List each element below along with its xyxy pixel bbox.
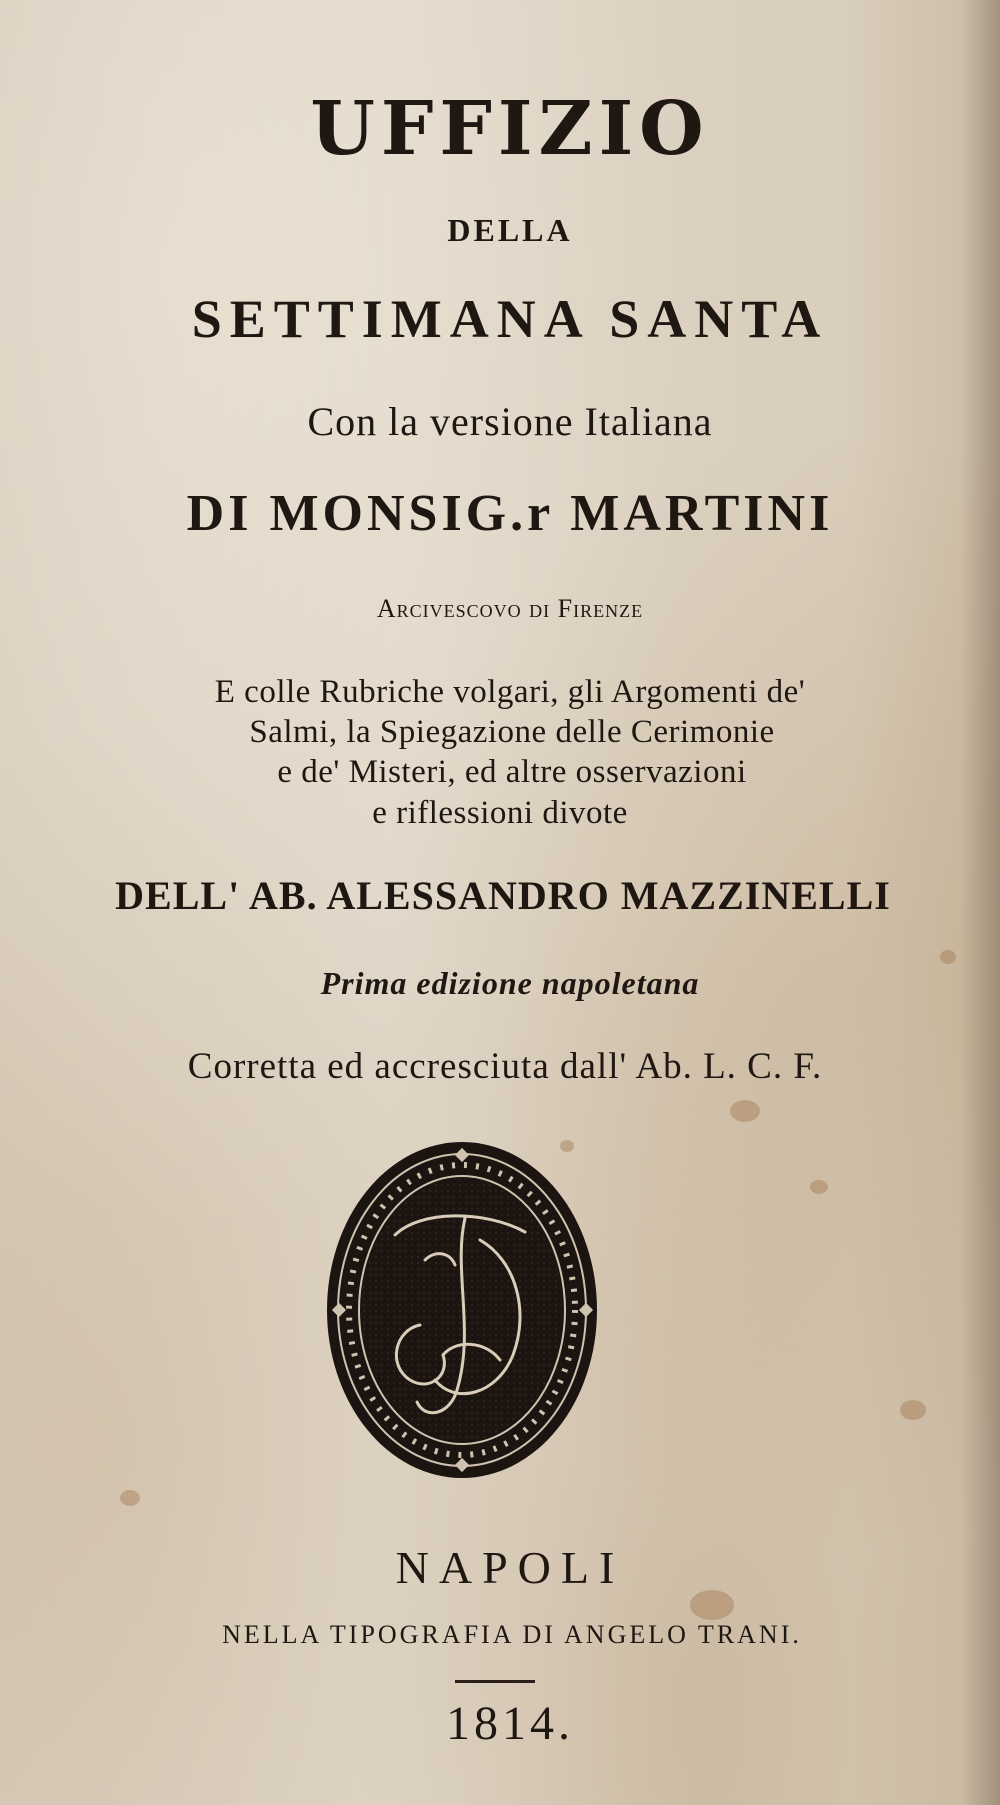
foxing-spot xyxy=(940,950,956,964)
translator-name: DI MONSIG.r MARTINI xyxy=(186,485,834,542)
author-name: DELL' AB. ALESSANDRO MAZZINELLI xyxy=(115,873,891,918)
page-edge-shadow xyxy=(960,0,1000,1805)
monogram-seal-icon xyxy=(325,1140,600,1480)
foxing-spot xyxy=(900,1400,926,1420)
translator-role: Arcivescovo di Firenze xyxy=(376,594,644,623)
edition-note: Prima edizione napoletana xyxy=(320,965,700,1001)
foxing-spot xyxy=(690,1590,734,1620)
imprint-printer: NELLA TIPOGRAFIA DI ANGELO TRANI. xyxy=(222,1620,802,1649)
description-line: e riflessioni divote xyxy=(372,795,628,831)
book-subtitle: SETTIMANA SANTA xyxy=(191,289,829,349)
book-title: UFFIZIO xyxy=(310,86,710,172)
foxing-spot xyxy=(730,1100,760,1122)
translation-note: Con la versione Italiana xyxy=(307,399,713,444)
imprint-divider xyxy=(455,1680,535,1683)
description-line: E colle Rubriche volgari, gli Argomenti de' xyxy=(214,674,806,710)
title-connector: DELLA xyxy=(447,212,573,248)
description-line: e de' Misteri, ed altre osservazioni xyxy=(277,754,747,790)
foxing-spot xyxy=(810,1180,828,1194)
foxing-spot xyxy=(120,1490,140,1506)
description-line: Salmi, la Spiegazione delle Cerimonie xyxy=(249,714,775,750)
correction-note: Corretta ed accresciuta dall' Ab. L. C. F. xyxy=(187,1046,823,1087)
imprint-city: NAPOLI xyxy=(395,1542,625,1593)
imprint-year: 1814. xyxy=(446,1697,574,1750)
